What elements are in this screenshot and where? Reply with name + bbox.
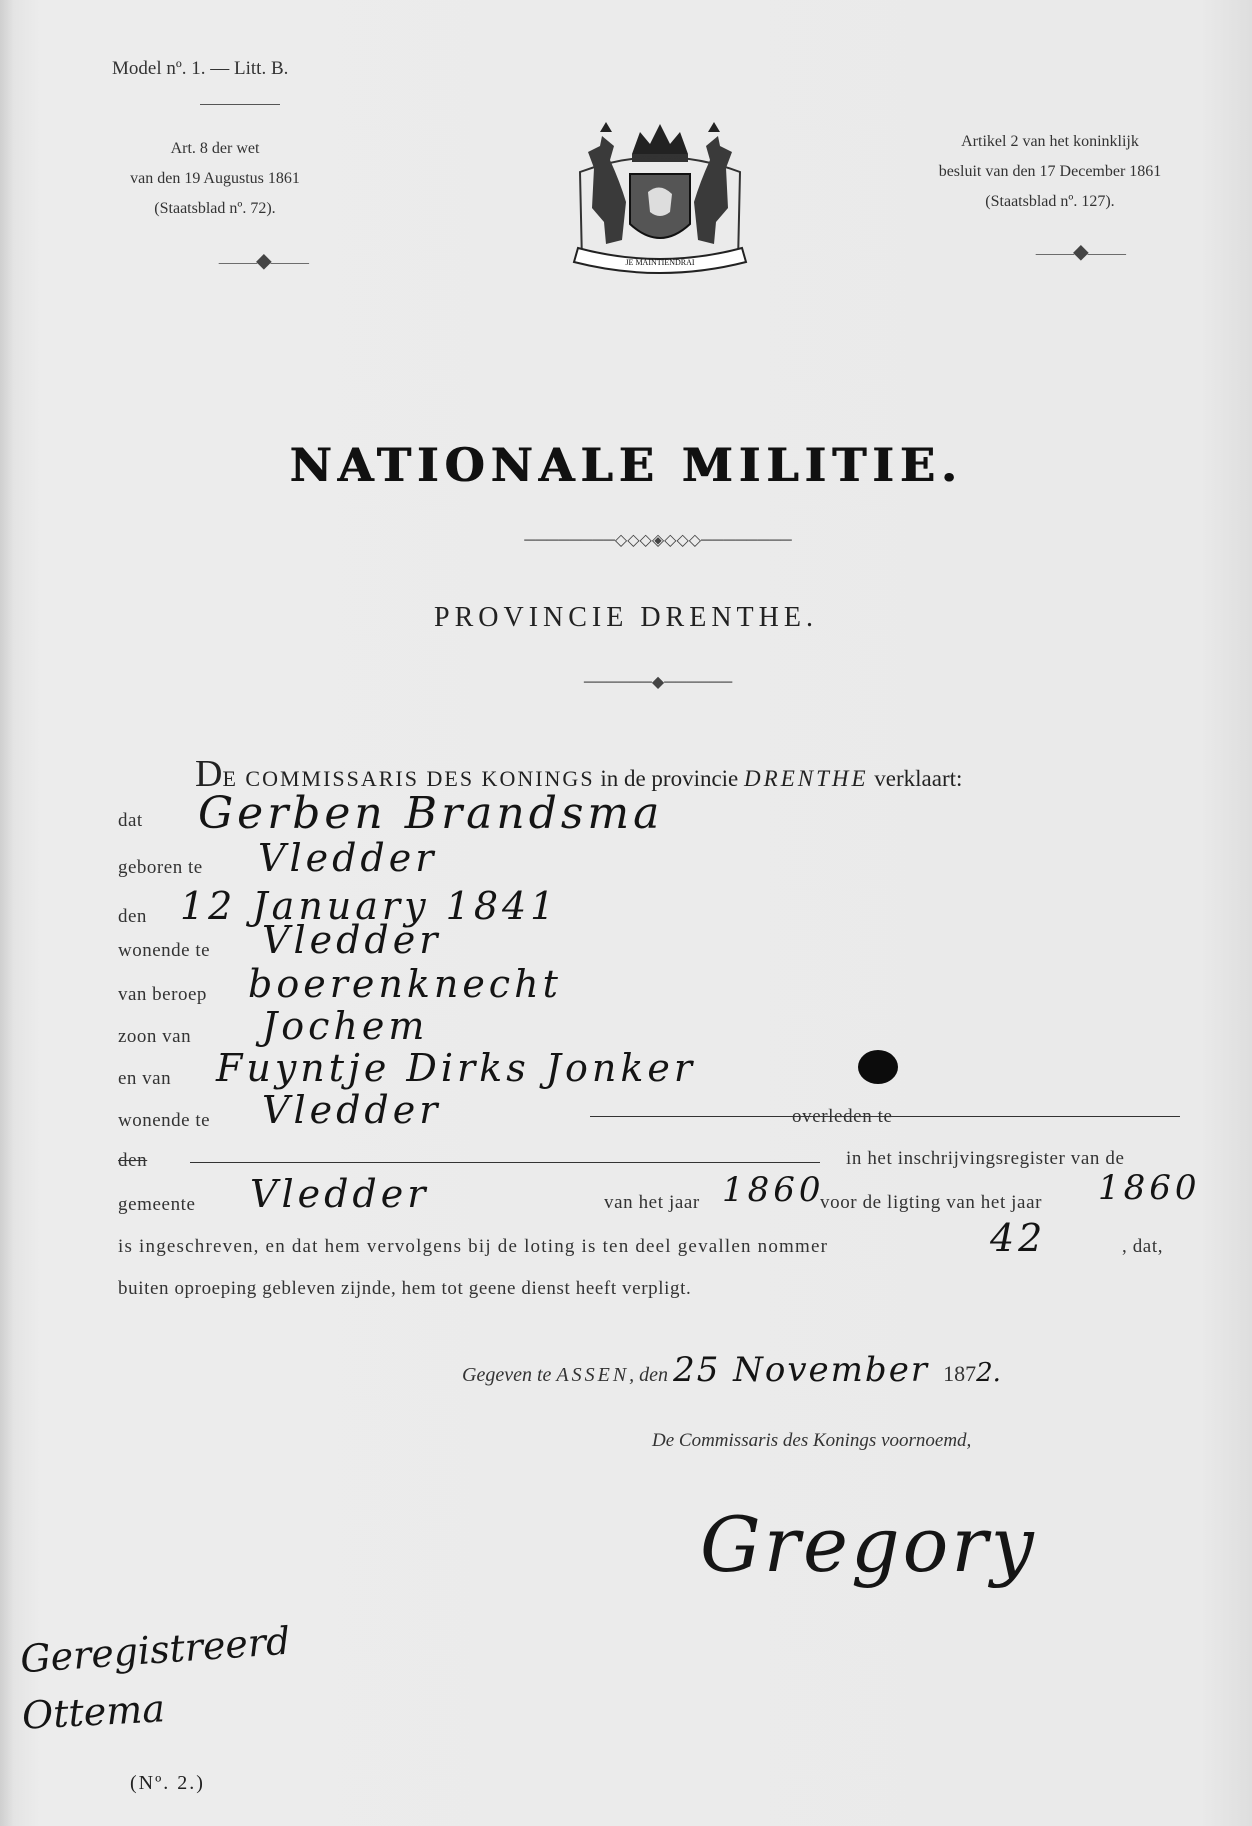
left-article-reference xyxy=(100,134,330,224)
ornament-divider: ────────◇◇◇◈◇◇◇──────── xyxy=(524,532,792,549)
declaration-province: DRENTHE xyxy=(744,766,869,791)
handwritten-parents-residence: Vledder xyxy=(262,1088,442,1132)
page-title: NATIONALE MILITIE. xyxy=(289,438,963,492)
body-line: is ingeschreven, en dat hem vervolgens bij de loting is ten deel gevallen nommer xyxy=(118,1236,829,1257)
declaration-middle: in de provincie xyxy=(594,766,745,791)
handwritten-birthplace: Vledder xyxy=(258,836,438,880)
handwritten-profession: boerenknecht xyxy=(248,962,562,1006)
field-label: dat xyxy=(118,810,143,831)
field-label: den xyxy=(118,906,147,927)
registration-note: Geregistreerd xyxy=(18,1618,292,1682)
ornament-divider: ⸻◆⸻ xyxy=(1035,246,1125,263)
left-article-line: Art. 8 der wet xyxy=(170,140,260,157)
issued-line xyxy=(462,1350,1001,1390)
register-text: in het inschrijvingsregister van de xyxy=(846,1148,1125,1169)
drop-initial: D xyxy=(195,753,223,795)
model-number: Model nº. 1. — Litt. B. xyxy=(112,58,289,79)
handwritten-ligting-year: 1860 xyxy=(1098,1168,1201,1208)
left-article-line: (Staatsblad nº. 72). xyxy=(154,200,276,217)
motto-text: JE MAINTIENDRAI xyxy=(625,258,695,267)
field-label: wonende te xyxy=(118,940,211,961)
body-line: buiten oproeping gebleven zijnde, hem tot geene dienst heeft verpligt. xyxy=(118,1278,692,1299)
registration-note: Ottema xyxy=(20,1686,166,1738)
signature: Gregory xyxy=(700,1500,1037,1589)
handwritten-issue-date: 25 November xyxy=(673,1350,930,1390)
right-article-line: Artikel 2 van het koninklijk xyxy=(961,133,1139,150)
handwritten-year: 1860 xyxy=(722,1170,825,1210)
field-label: wonende te xyxy=(118,1110,211,1131)
handwritten-residence: Vledder xyxy=(262,918,442,962)
handwritten-father: Jochem xyxy=(262,1004,429,1048)
field-label: zoon van xyxy=(118,1026,192,1047)
issued-prefix: Gegeven te xyxy=(462,1364,557,1386)
gemeente-label: gemeente xyxy=(118,1194,196,1215)
field-label: van beroep xyxy=(118,984,207,1005)
right-article-line: besluit van den 17 December 1861 xyxy=(938,163,1162,180)
handwritten-birthdate: 12 January 1841 xyxy=(180,884,559,928)
field-label: en van xyxy=(118,1068,172,1089)
issued-den: , den xyxy=(629,1364,674,1386)
province-heading: PROVINCIE DRENTHE. xyxy=(434,602,818,633)
issued-year: 187 xyxy=(943,1361,977,1386)
right-article-line: (Staatsblad nº. 127). xyxy=(985,193,1115,210)
divider xyxy=(200,104,280,105)
body-line-end: , dat, xyxy=(1122,1236,1164,1257)
handwritten-mother: Fuyntje Dirks Jonker xyxy=(216,1046,697,1090)
declaration-lead: E COMMISSARIS DES KONINGS xyxy=(222,766,595,791)
right-article-reference xyxy=(900,127,1200,217)
coat-of-arms-emblem xyxy=(560,112,760,278)
ornament-divider: ──────◆────── xyxy=(583,674,733,691)
den-label: den xyxy=(118,1150,148,1171)
handwritten-name: Gerben Brandsma xyxy=(198,788,664,839)
handwritten-year-digit: 2. xyxy=(976,1358,1001,1388)
commissioner-closing: De Commissaris des Konings voornoemd, xyxy=(652,1430,972,1451)
field-label: geboren te xyxy=(118,857,203,878)
issued-place: ASSEN xyxy=(556,1364,630,1386)
handwritten-gemeente: Vledder xyxy=(250,1172,430,1216)
fill-line xyxy=(190,1162,820,1163)
deceased-label: overleden te xyxy=(792,1106,893,1127)
left-article-line: van den 19 Augustus 1861 xyxy=(130,170,300,187)
ligting-label: voor de ligting van het jaar xyxy=(820,1192,1043,1213)
declaration-end: verklaart: xyxy=(868,766,963,791)
ornament-divider: ⸻◆⸻ xyxy=(218,255,308,272)
footer-number: (Nº. 2.) xyxy=(130,1772,205,1794)
handwritten-lot-number: 42 xyxy=(990,1216,1047,1260)
year-label: van het jaar xyxy=(604,1192,700,1213)
ink-blot xyxy=(858,1050,898,1084)
